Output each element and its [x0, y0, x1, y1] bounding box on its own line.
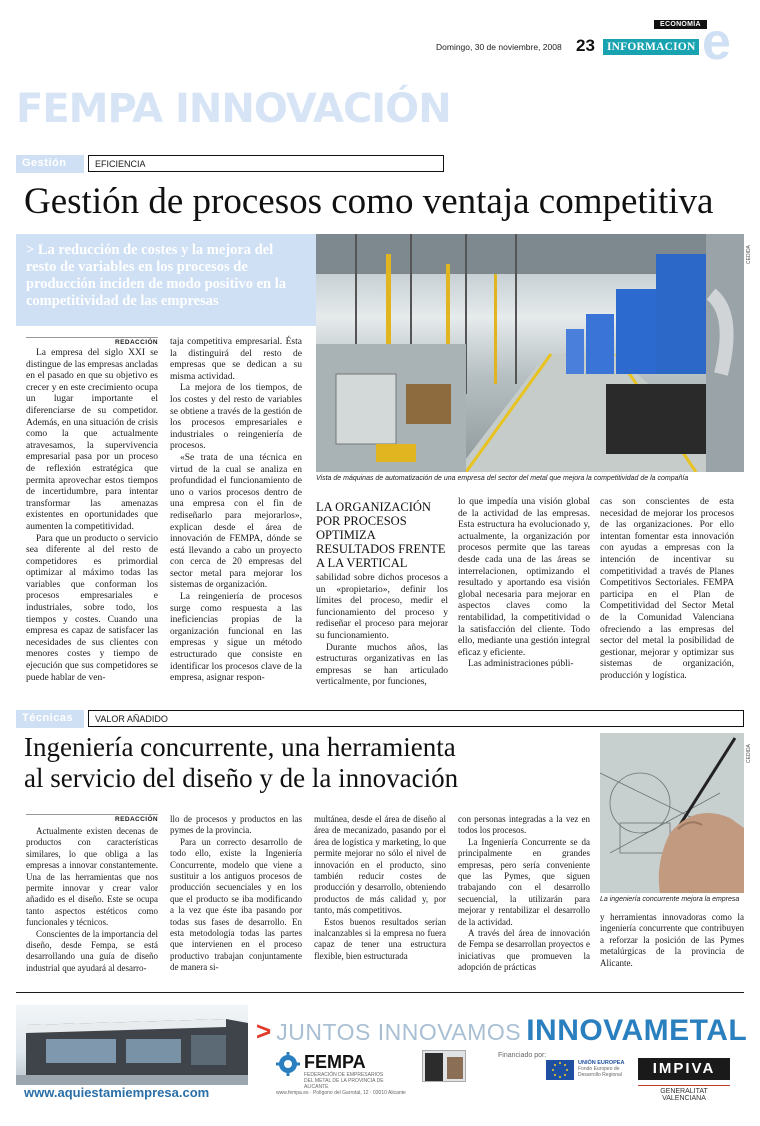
article2-col5-para: y herramientas innovadoras como la ingeniería concurrente que contribuyen a reforzar la posición de las Pymes metalúrgicas de la provincia de Alicante.	[600, 912, 744, 968]
ad-slogan: JUNTOS INNOVAMOS	[276, 1019, 522, 1045]
article2-col1-para: Actualmente existen decenas de productos con características similares, lo que obliga a las empresas a innovar constantemente. Una de las herramientas que nos permite innovar y crear valor añadido es el diseño. Este se ocupa tanto aspectos estéticos como funcionales y técnicos.	[26, 826, 158, 928]
article1-col1-para: Para que un producto o servicio sea diferente al del resto de competidores es primordial optimizar al máximo todas las variables que conforman los procesos empresariales e industriales, sobre todo, los tiempos y costes. Cuando una empresa es capaz de satisfacer las necesidades de sus clientes con menores costes y tiempo de ejecución que sus competidores se puede hablar de ven-	[26, 533, 158, 683]
edition-mark: e	[702, 13, 731, 71]
ad-separator	[16, 992, 744, 993]
article2-photo-credit: CEDIDA	[746, 744, 752, 763]
building-illustration	[16, 1005, 248, 1085]
article2-col2-para: Para un correcto desarrollo de todo ello, existe la Ingeniería Concurrente, modelo que viene a sustituir a los antiguos procesos de producción secuenciales y en los que el producto se iba modificando a la vez que éste iba pasando por todas sus fases de desarrollo. En esta metodología todas las partes que intervienen en el proceso productivo trabajan conjuntamente de manera si-	[170, 836, 302, 973]
article1-col2-para: La reingeniería de procesos surge como respuesta a las ineficiencias propias de la organización funcional en las empresas y sigue un método estructurado que consiste en identificar los procesos clave de la empresa, asignar respon-	[170, 592, 302, 684]
article2-column-2	[170, 814, 302, 974]
article2-col4-para: La Ingeniería Concurrente se da principalmente en grandes empresas, pero sería conveniente que las Pymes, que siguen trabajando con el desarrollo secuencial, la utilizarán para mejorar y rentabilizar el desarrollo de la actividad.	[458, 836, 590, 927]
dateline: Domingo, 30 de noviembre, 2008	[436, 42, 562, 52]
article2-col3-para: Estos buenos resultados serían inalcanzables si la empresa no fuera capaz de tener una estructura flexible, bien estructurada	[314, 916, 446, 961]
drawing-illustration	[600, 733, 744, 893]
article1-photo-caption: Vista de máquinas de automatización de una empresa del sector del metal que mejora la competitividad de la compañía	[316, 475, 689, 482]
article2-photo-caption: La ingeniería concurrente mejora la empresa	[600, 896, 740, 903]
article1-col2-para: La mejora de los tiempos, de los costes y del resto de variables se obtiene a través de la gestión de los procesos empresariales e industriales o reingeniería de procesos.	[170, 383, 302, 452]
factory-illustration	[316, 234, 744, 472]
factory-photo	[316, 234, 744, 472]
article2-col4-para: A través del área de innovación de Fempa se desarrollan proyectos e iniciativas que promueven la adopción de prácticas	[458, 928, 590, 973]
article1-rubric: Gestión	[16, 155, 84, 173]
article1-column-2	[170, 337, 302, 697]
article1-byline: REDACCIÓN	[26, 337, 158, 346]
article1-headline: Gestión de procesos como ventaja competitiva	[24, 181, 714, 222]
article2-byline: REDACCIÓN	[26, 814, 158, 823]
banner-title: FEMPA INNOVACIÓN	[16, 86, 451, 132]
fempa-subtitle: FEDERACIÓN DE EMPRESARIOS DEL METAL DE LA PROVINCIA DE ALICANTE	[304, 1072, 384, 1090]
article2-rubric: Técnicas	[16, 710, 84, 728]
article1-kicker: EFICIENCIA	[88, 155, 444, 172]
article1-photo-credit: CEDIDA	[746, 245, 752, 264]
article2-column-3	[314, 814, 446, 974]
paper-name: INFORMACION	[603, 39, 699, 55]
building-photo	[16, 1005, 248, 1085]
article1-deck: > La reducción de costes y la mejora del resto de variables en los procesos de producción inciden de modo positivo en la competitividad de las empresas	[16, 234, 316, 326]
article2-column-4	[458, 814, 590, 974]
eu-sublabel: Fondo Europeo de Desarrollo Regional	[578, 1066, 622, 1078]
pictogram-image	[422, 1050, 466, 1082]
article1-col2-para: «Se trata de una técnica en virtud de la cual se analiza en profundidad el funcionamiento de uno o varios procesos dentro de una empresa con el fin de rediseñarlo para mejorarlos», explican desde el área de innovación de FEMPA, dónde se está llevando a cabo un proyecto con cerca de 20 empresas del sector metal para mejorar los sistemas de organización.	[170, 452, 302, 591]
article1-col2-para: taja competitiva empresarial. Ésta la distinguirá del resto de empresas que se dedican a su misma actividad.	[170, 337, 302, 382]
article2-kicker: VALOR AÑADIDO	[88, 710, 744, 727]
eu-label-group	[578, 1060, 628, 1078]
ad-url[interactable]: www.aquiestamiempresa.com	[24, 1085, 210, 1100]
article2-col4-para: con personas integradas a la vez en todos los procesos.	[458, 814, 590, 836]
fempa-gear-icon	[276, 1052, 300, 1076]
article1-pullquote: LA ORGANIZACIÓN POR PROCESOS OPTIMIZA RESULTADOS FRENTE A LA VERTICAL	[316, 500, 446, 570]
article2-headline-line2: al servicio del diseño y de la innovación	[24, 763, 459, 793]
article2-headline-line1: Ingeniería concurrente, una herramienta	[24, 732, 456, 762]
ad-brand: INNOVAMETAL	[526, 1014, 748, 1047]
ad-slogan-group	[256, 1014, 747, 1048]
article2-col1-para: Conscientes de la importancia del diseño, desde Fempa, se está desarrollando una guía de diseño industrial que ayudará al desarro-	[26, 928, 158, 973]
article2-column-5	[600, 912, 744, 972]
article1-column-1	[26, 348, 158, 698]
article1-col1-para: La empresa del siglo XXI se distingue de las empresas ancladas en el pasado en que su objetivo es crecer y en este crecimiento ocupa un lugar importante el diferenciarse de su competidor. Además, en una situación de crisis como la que actualmente atravesamos, la supervivencia empresarial pasa por un proceso de reflexión estratégica que permita aprovechar estos tiempos de incertidumbre, para intentar transformar las amenazas existentes en oportunidades que aumenten la competitividad.	[26, 348, 158, 532]
financed-by-label: Financiado por:	[498, 1052, 547, 1059]
fempa-address: www.fempa.es · Polígono del Garrotal, 12 · 03010 Alicante	[276, 1090, 406, 1096]
article1-col5-para: cas son conscientes de esta necesidad de mejorar los procesos de las organizaciones. Por ello intentan fomentar esta innovación con ayudas a empresas con la intención de incentivar su competitividad a través de Planes Competitivos Sectoriales. FEMPA participa en el Plan de Competitividad del Sector Metal de la Comunidad Valenciana ofreciendo a las empresas del sector del metal la posibilidad de gestionar, mejorar y optimizar sus sistemas de organización, producción y logística.	[600, 497, 734, 681]
article1-col4-para: lo que impedía una visión global de la actividad de las empresas. Esta estructura ha evolucionado y, actualmente, la organización por procesos permite que las tareas desde cada una de las áreas se interrelacionen, optimizando el resultado y aportando esa visión global necesaria para mejorar en aspectos claves como la rentabilidad, la competitividad o la satisfacción del cliente. Todo ello, mediante una gestión integral eficaz y eficiente.	[458, 497, 590, 658]
article1-col3-para: Durante muchos años, las estructuras organizativas en las empresas se han articulado verticalmente, por funciones,	[316, 642, 448, 688]
drawing-photo	[600, 733, 744, 893]
eu-flag-icon	[546, 1060, 574, 1080]
article1-col3-para: sabilidad sobre dichos procesos a un «propietario», definir los límites del proceso, medir el funcionamiento del proceso y rediseñar el proceso para mejorar su funcionamiento.	[316, 573, 448, 641]
article2-col3-para: multánea, desde el área de diseño al área de mecanizado, pasando por el área de logística y marketing, lo que permite mejorar no sólo el nivel de innovación en el producto, sino también reducir costes de producción y desarrollo, obteniendo productos de más calidad y, por tanto, más competitivos.	[314, 814, 446, 916]
article1-column-5	[600, 497, 734, 697]
article2-col2-para: llo de procesos y productos en las pymes de la provincia.	[170, 814, 302, 836]
impiva-logo: IMPIVA	[638, 1058, 730, 1080]
fempa-logo: FEMPA	[304, 1052, 366, 1072]
article1-column-4	[458, 497, 590, 697]
page-number: 23	[576, 36, 595, 55]
ad-slogan-arrow: >	[256, 1016, 272, 1046]
generalitat-label: GENERALITAT VALENCIANA	[638, 1085, 730, 1102]
article1-col4-para: Las administraciones públi-	[468, 659, 574, 670]
article2-column-1	[26, 826, 158, 976]
eu-label: UNIÓN EUROPEA	[578, 1060, 625, 1066]
article1-column-3	[316, 573, 448, 698]
section-badge: ECONOMÍA	[654, 20, 707, 29]
